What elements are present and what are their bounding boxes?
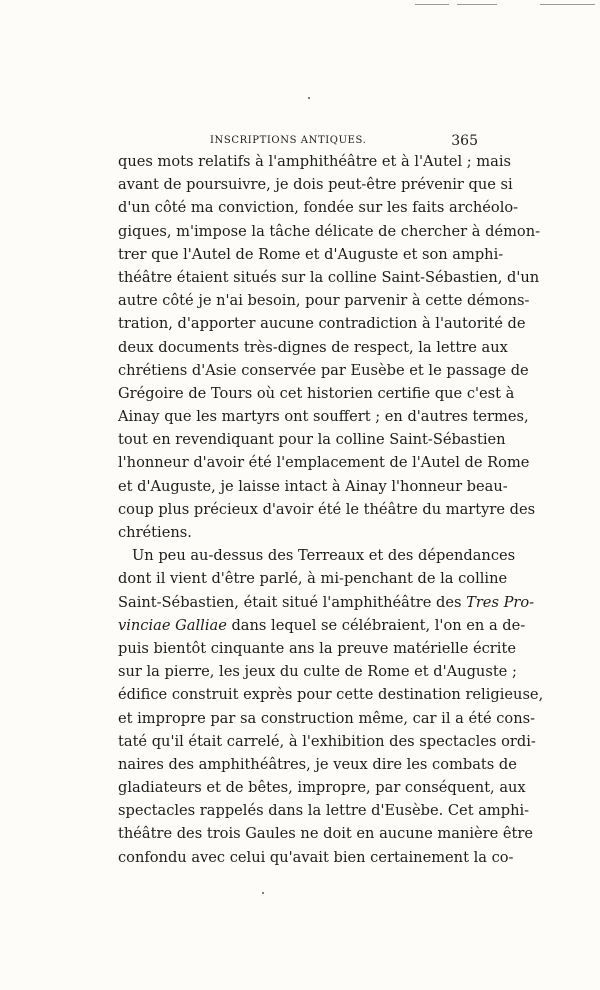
text-line: puis bientôt cinquante ans la preuve matérielle écrite	[118, 639, 516, 657]
text-line: et impropre par sa construction même, car il a été cons-	[118, 709, 536, 727]
scan-speck	[262, 892, 264, 894]
text-line: et d'Auguste, je laisse intact à Ainay l'honneur beau-	[118, 477, 508, 495]
scan-edge-line	[457, 4, 497, 5]
running-title: INSCRIPTIONS ANTIQUES.	[210, 135, 367, 146]
text-line: chrétiens d'Asie conservée par Eusèbe et le passage de	[118, 361, 529, 379]
text-line	[118, 591, 535, 614]
text-line: deux documents très-dignes de respect, la lettre aux	[118, 338, 508, 356]
text-line: gladiateurs et de bêtes, impropre, par conséquent, aux	[118, 779, 526, 797]
paragraph-end-line: chrétiens.	[118, 524, 192, 541]
text-segment: dans lequel se célébraient, l'on en a de-	[226, 616, 526, 634]
page-number: 365	[451, 133, 478, 149]
text-line: théâtre étaient situés sur la colline Saint-Sébastien, d'un	[118, 268, 540, 286]
text-line: théâtre des trois Gaules ne doit en aucune manière être	[118, 825, 534, 843]
scan-edge-line	[415, 4, 449, 5]
text-line: confondu avec celui qu'avait bien certainement la co-	[118, 848, 514, 866]
text-line: édifice construit exprès pour cette destination religieuse,	[118, 686, 544, 704]
text-line: naires des amphithéâtres, je veux dire les combats de	[118, 755, 517, 773]
text-line: tration, d'apporter aucune contradiction à l'autorité de	[118, 315, 526, 333]
paragraph-first-line: Un peu au-dessus des Terreaux et des dépendances	[132, 547, 516, 565]
running-header	[118, 133, 478, 151]
text-line: ques mots relatifs à l'amphithéâtre et à l'Autel ; mais	[118, 153, 512, 170]
text-line: dont il vient d'être parlé, à mi-penchant de la colline	[118, 570, 508, 588]
scan-edge-line	[540, 4, 595, 5]
text-line: autre côté je n'ai besoin, pour parvenir à cette démons-	[118, 292, 530, 310]
text-line: spectacles rappelés dans la lettre d'Eusèbe. Cet amphi-	[118, 802, 530, 820]
text-line: taté qu'il était carrelé, à l'exhibition des spectacles ordi-	[118, 732, 536, 750]
text-line: sur la pierre, les jeux du culte de Rome et d'Auguste ;	[118, 663, 517, 681]
text-line	[118, 614, 526, 637]
italic-term: Tres Pro-	[466, 593, 535, 611]
text-line: Ainay que les martyrs ont souffert ; en d'autres termes,	[118, 408, 529, 426]
text-line: avant de poursuivre, je dois peut-être prévenir que si	[118, 176, 513, 194]
text-line: d'un côté ma conviction, fondée sur les faits archéolo-	[118, 199, 519, 217]
italic-term: vinciae Galliae	[118, 616, 227, 634]
scan-speck	[308, 97, 310, 99]
text-line: l'honneur d'avoir été l'emplacement de l'Autel de Rome	[118, 454, 530, 472]
text-line: tout en revendiquant pour la colline Saint-Sébastien	[118, 431, 506, 449]
text-line: giques, m'impose la tâche délicate de chercher à démon-	[118, 222, 541, 240]
text-segment: Saint-Sébastien, était situé l'amphithéâtre des	[118, 593, 467, 611]
text-line: Grégoire de Tours où cet historien certifie que c'est à	[118, 384, 515, 402]
body-text	[118, 150, 544, 869]
text-line: trer que l'Autel de Rome et d'Auguste et son amphi-	[118, 245, 504, 263]
text-line: coup plus précieux d'avoir été le théâtre du martyre des	[118, 500, 536, 518]
